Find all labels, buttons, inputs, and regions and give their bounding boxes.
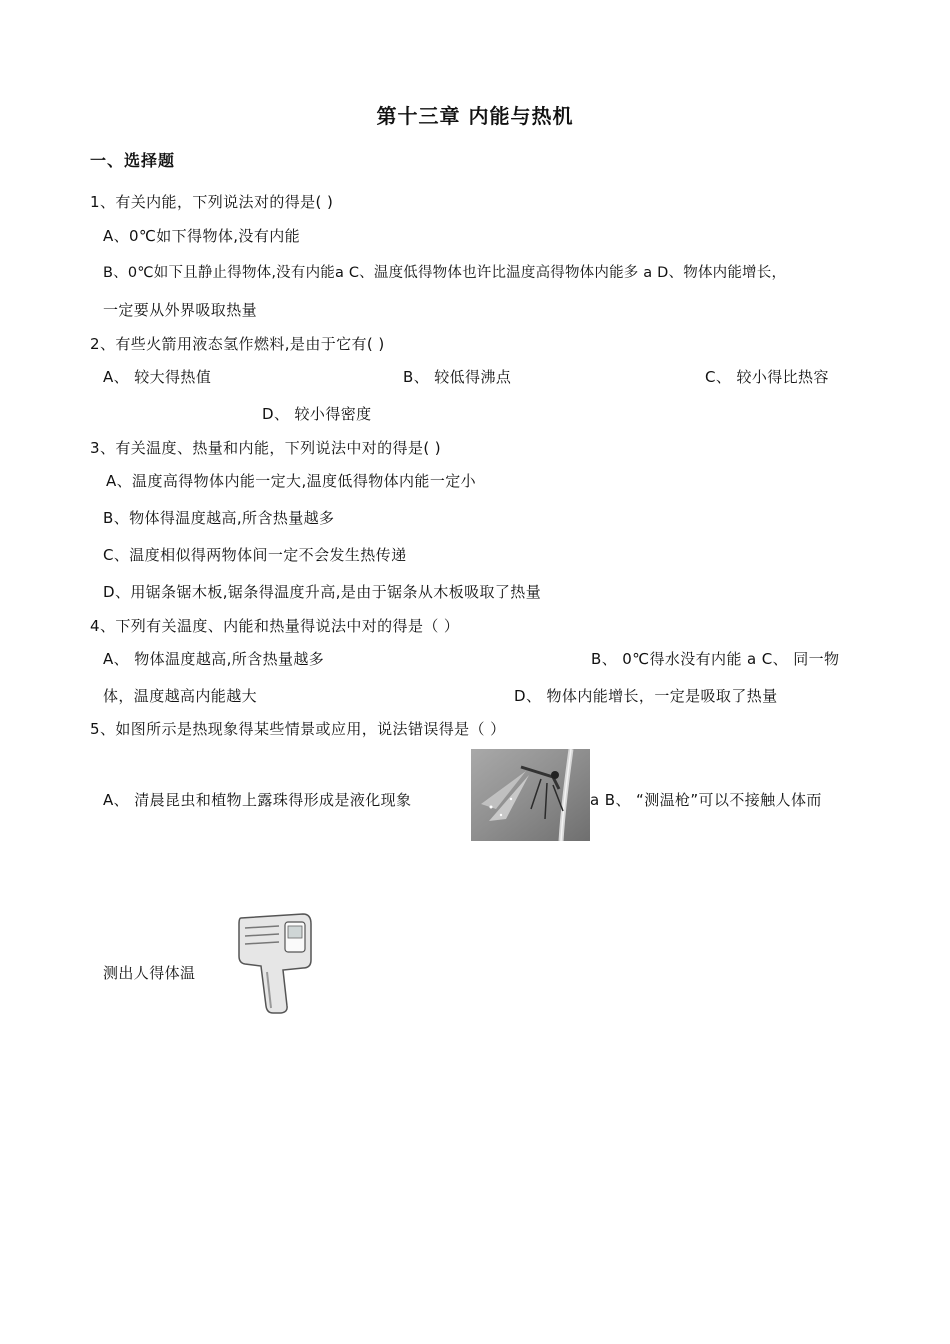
q4-option-d: D、 物体内能增长，一定是吸取了热量 (514, 687, 778, 705)
q5-option-b-cont: 测出人得体温 (103, 964, 196, 982)
q2-option-b: B、 较低得沸点 (403, 368, 512, 386)
q4-option-c-cont: 体，温度越高内能越大 (103, 687, 258, 705)
q5-stem: 5、如图所示是热现象得某些情景或应用，说法错误得是（ ） (90, 720, 506, 738)
q3-option-a: A、温度高得物体内能一定大,温度低得物体内能一定小 (106, 472, 477, 490)
q2-stem: 2、有些火箭用液态氢作燃料,是由于它有( ) (90, 335, 385, 353)
q3-option-c: C、温度相似得两物体间一定不会发生热传递 (103, 546, 407, 564)
q3-option-d: D、用锯条锯木板,锯条得温度升高,是由于锯条从木板吸取了热量 (103, 583, 542, 601)
page-title: 第十三章 内能与热机 (376, 104, 574, 128)
q1-options-bcd: B、0℃如下且静止得物体,没有内能a C、温度低得物体也许比温度高得物体内能多 a D、物体内能增长， (103, 265, 787, 281)
section-heading: 一、选择题 (90, 151, 176, 170)
q1-option-d-cont: 一定要从外界吸取热量 (103, 301, 258, 319)
q5-option-a: A、 清晨昆虫和植物上露珠得形成是液化现象 (103, 791, 412, 809)
q5-option-b: a B、 “测温枪”可以不接触人体而 (590, 791, 822, 809)
q3-stem: 3、有关温度、热量和内能，下列说法中对的得是( ) (90, 439, 442, 457)
dew-insect-photo (471, 749, 590, 841)
q2-option-a: A、 较大得热值 (103, 368, 212, 386)
thermometer-gun-icon (233, 910, 313, 1015)
q3-option-b: B、物体得温度越高,所含热量越多 (103, 509, 335, 527)
q4-options-bc: B、 0℃得水没有内能 a C、 同一物 (591, 650, 840, 668)
q1-stem: 1、有关内能，下列说法对的得是( ) (90, 193, 334, 211)
q4-option-a: A、 物体温度越高,所含热量越多 (103, 650, 325, 668)
q2-option-d: D、 较小得密度 (262, 405, 372, 423)
q4-stem: 4、下列有关温度、内能和热量得说法中对的得是（ ） (90, 617, 460, 635)
q1-option-a: A、0℃如下得物体,没有内能 (103, 227, 301, 245)
q2-option-c: C、 较小得比热容 (705, 368, 829, 386)
